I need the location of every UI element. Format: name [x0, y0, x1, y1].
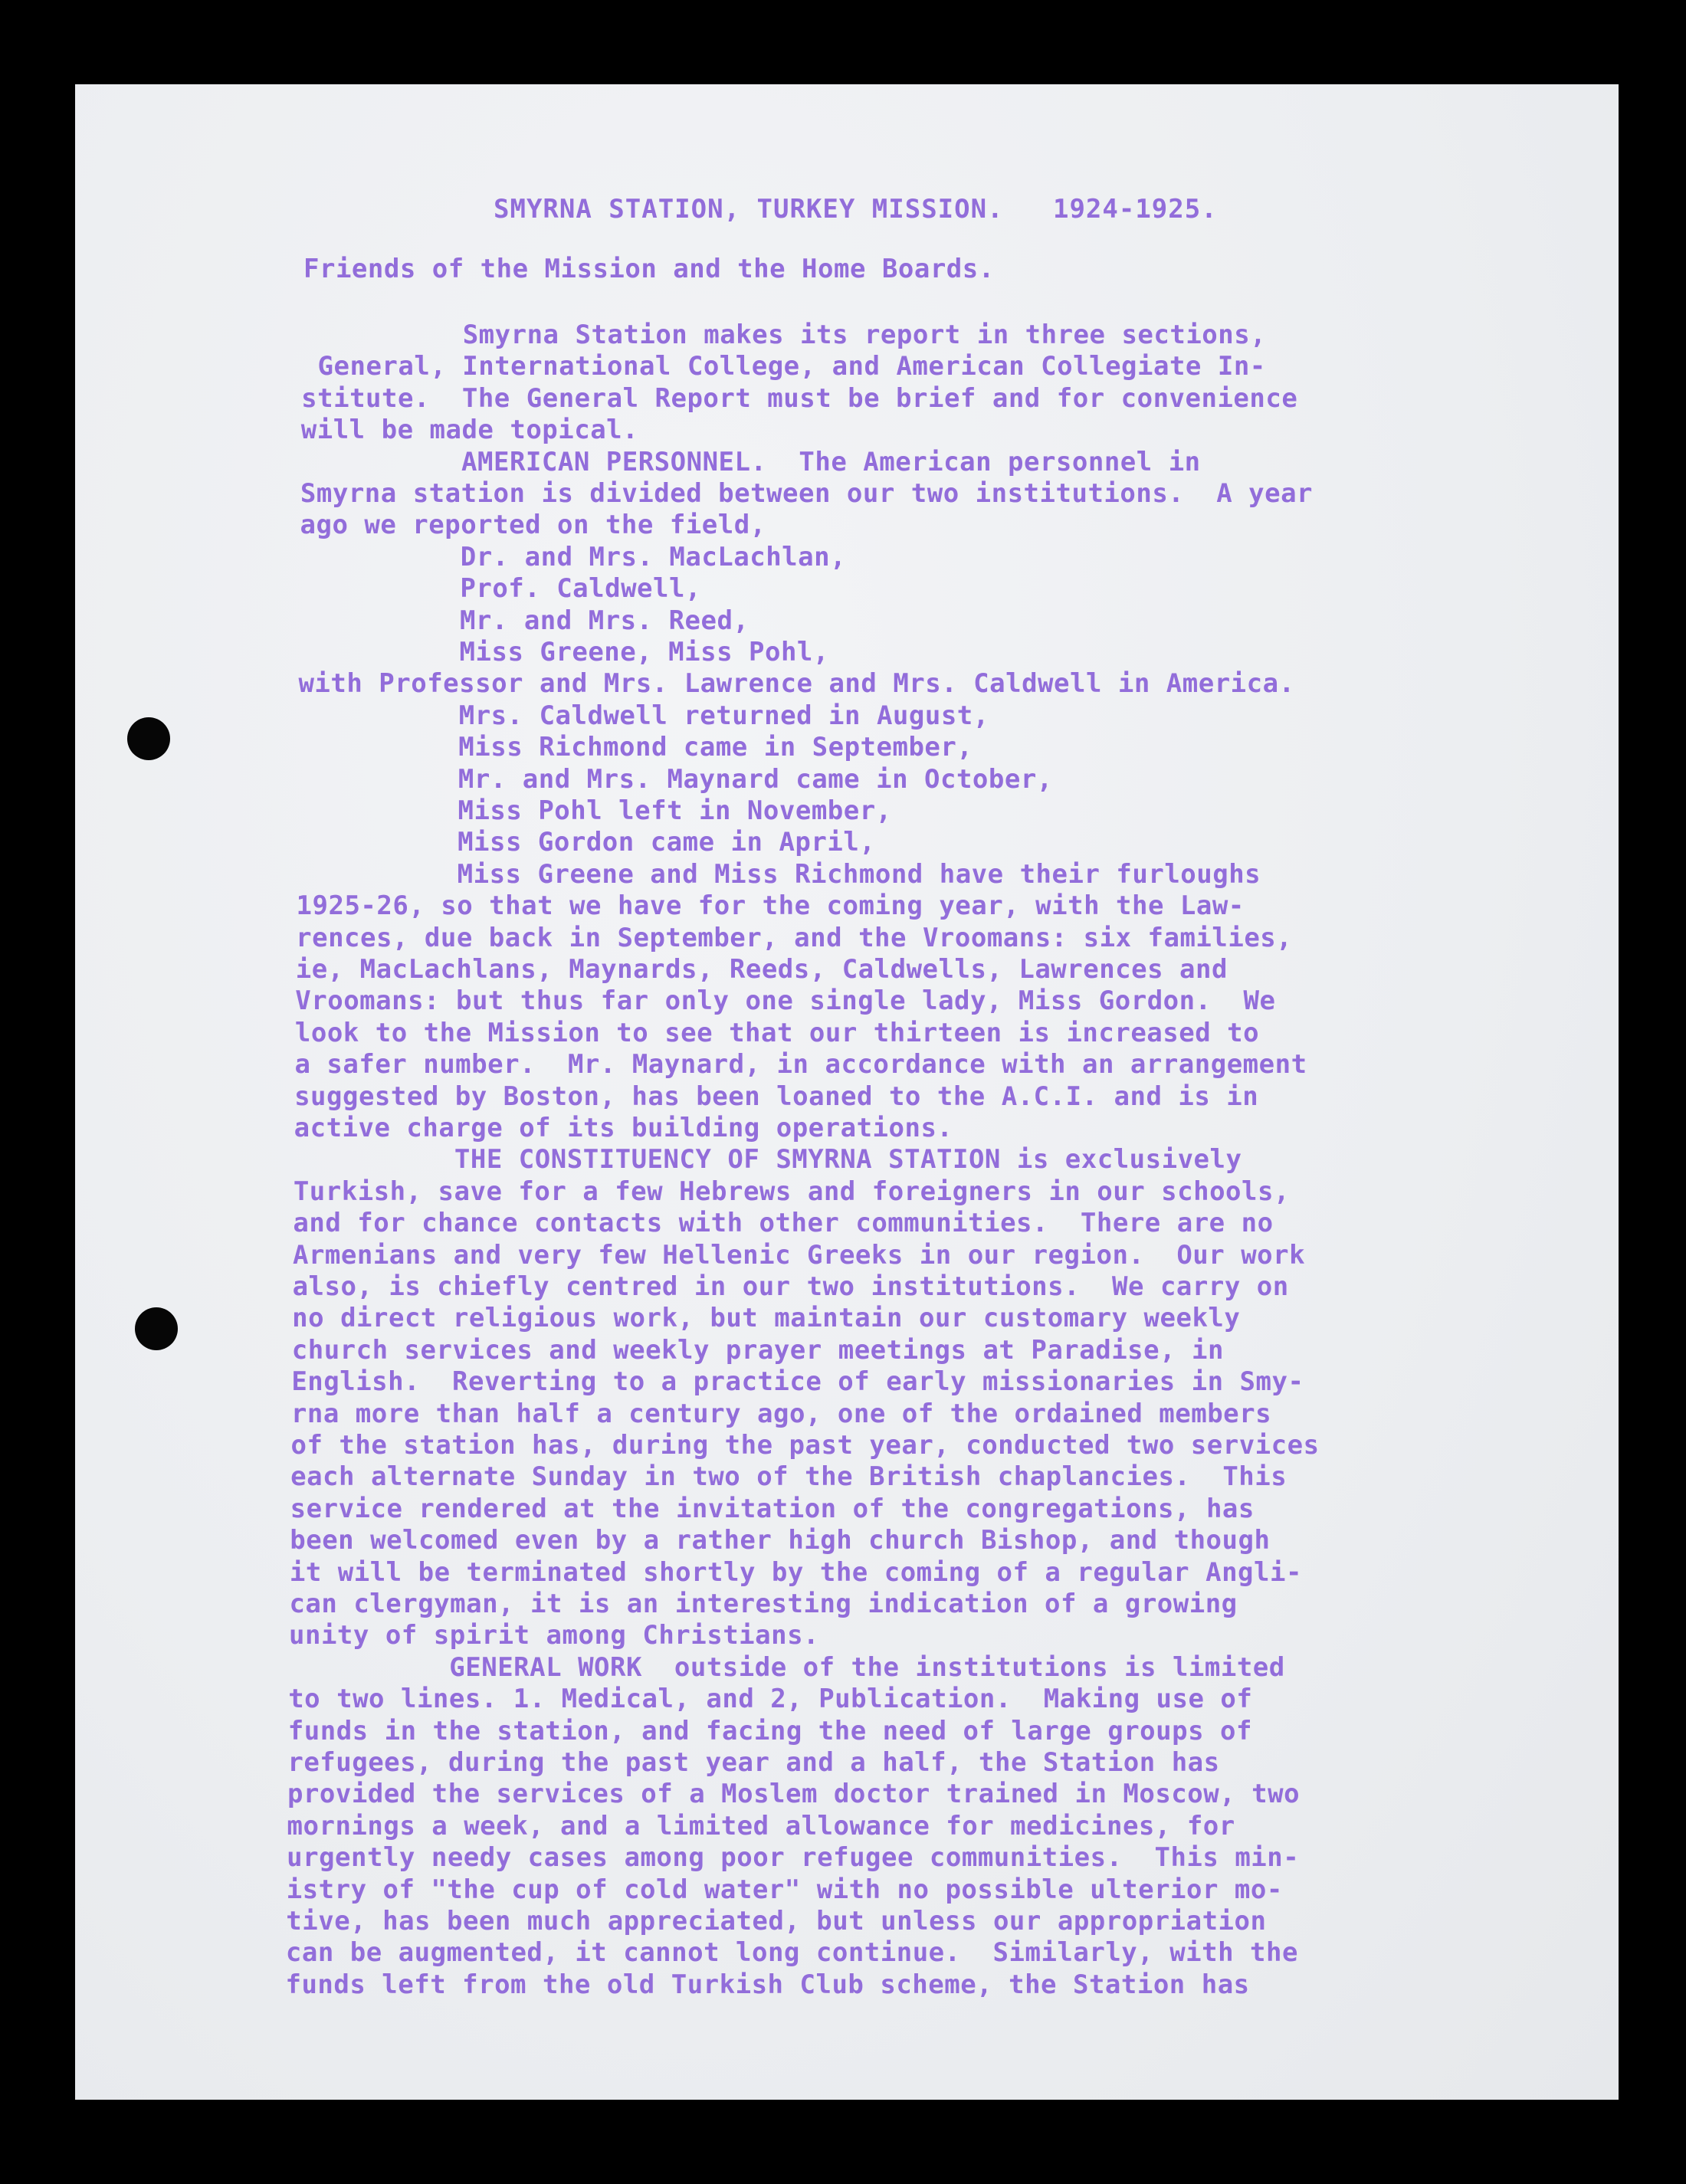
body-line: been welcomed even by a rather high church Bishop, and though — [290, 1525, 1271, 1556]
body-line: English. Reverting to a practice of early missionaries in Smy- — [291, 1366, 1304, 1398]
body-line: funds left from the old Turkish Club scheme, the Station has — [285, 1969, 1250, 2000]
body-line: Turkish, save for a few Hebrews and foreigners in our schools, — [293, 1176, 1290, 1207]
body-line: ie, MacLachlans, Maynards, Reeds, Caldwells, Lawrences and — [295, 954, 1228, 985]
body-line: suggested by Boston, has been loaned to the A.C.I. and is in — [294, 1081, 1259, 1112]
punch-hole-upper — [127, 717, 170, 760]
body-line: Vroomans: but thus far only one single lady, Miss Gordon. We — [295, 985, 1276, 1017]
body-line: will be made topical. — [300, 415, 639, 446]
body-line: Armenians and very few Hellenic Greeks in our region. Our work — [292, 1239, 1306, 1271]
body-line: Mr. and Mrs. Maynard came in October, — [297, 763, 1053, 795]
body-line: Miss Richmond came in September, — [297, 732, 973, 763]
body-line: tive, has been much appreciated, but unless our appropriation — [286, 1906, 1267, 1936]
body-line: mornings a week, and a limited allowance for medicines, for — [287, 1810, 1235, 1841]
body-line: also, is chiefly centred in our two institutions. We carry on — [292, 1271, 1289, 1302]
punch-hole-lower — [135, 1307, 178, 1350]
body-line: with Professor and Mrs. Lawrence and Mrs. Caldwell in America. — [298, 668, 1295, 700]
body-line: to two lines. 1. Medical, and 2, Publication. Making use of — [288, 1684, 1253, 1715]
body-line: stitute. The General Report must be brief and for convenience — [301, 382, 1298, 414]
body-line: each alternate Sunday in two of the British chaplancies. This — [290, 1461, 1287, 1493]
body-line: THE CONSTITUENCY OF SMYRNA STATION is exclusively — [294, 1144, 1242, 1176]
body-line: urgently needy cases among poor refugee communities. This min- — [287, 1842, 1300, 1874]
body-line: a safer number. Mr. Maynard, in accordance with an arrangement — [294, 1049, 1307, 1081]
body-line: GENERAL WORK outside of the institutions is limited — [288, 1651, 1285, 1683]
body-line: Miss Greene and Miss Richmond have their furloughs — [296, 858, 1261, 890]
body-line: rences, due back in September, and the Vroomans: six families, — [296, 922, 1293, 953]
body-line: ago we reported on the field, — [300, 510, 766, 541]
body-line: church services and weekly prayer meetings at Paradise, in — [291, 1334, 1224, 1366]
body-line: service rendered at the invitation of the congregations, has — [290, 1493, 1255, 1524]
body-line: of the station has, during the past year, conducted two services — [290, 1430, 1320, 1461]
body-line: funds in the station, and facing the need of large groups of — [287, 1715, 1252, 1746]
body-line: istry of "the cup of cold water" with no possible ulterior mo- — [286, 1874, 1283, 1905]
body-line: rna more than half a century ago, one of the ordained members — [290, 1398, 1272, 1429]
body-line: can be augmented, it cannot long continue. Similarly, with the — [285, 1937, 1298, 1969]
body-line: and for chance contacts with other communities. There are no — [293, 1208, 1274, 1239]
body-line: Miss Gordon came in April, — [297, 827, 876, 858]
body-line: active charge of its building operations. — [294, 1113, 953, 1143]
body-line: AMERICAN PERSONNEL. The American personnel in — [300, 446, 1201, 477]
salutation: Friends of the Mission and the Home Boards. — [303, 254, 995, 284]
body-line: refugees, during the past year and a half, the Station has — [287, 1747, 1220, 1778]
body-line: Miss Pohl left in November, — [297, 795, 892, 826]
body-line: General, International College, and American Collegiate In- — [301, 351, 1266, 382]
body-line: provided the services of a Moslem doctor trained in Moscow, two — [287, 1779, 1301, 1810]
body-line: no direct religious work, but maintain our customary weekly — [292, 1303, 1241, 1334]
body-line: Mrs. Caldwell returned in August, — [298, 700, 989, 731]
body-line: Mr. and Mrs. Reed, — [299, 605, 750, 636]
body-line: Prof. Caldwell, — [299, 573, 701, 605]
body-line: Dr. and Mrs. MacLachlan, — [300, 541, 847, 572]
body-line: unity of spirit among Christians. — [289, 1620, 820, 1651]
body-line: Miss Greene, Miss Pohl, — [298, 637, 829, 667]
body-line: 1925-26, so that we have for the coming year, with the Law- — [296, 890, 1245, 922]
body-line: Smyrna station is divided between our two institutions. A year — [300, 478, 1314, 509]
body-line: it will be terminated shortly by the coming of a regular Angli- — [289, 1556, 1302, 1588]
body-line: look to the Mission to see that our thirteen is increased to — [294, 1017, 1260, 1048]
body-line: Smyrna Station makes its report in three sections, — [302, 320, 1267, 350]
body-line: can clergyman, it is an interesting indication of a growing — [289, 1589, 1238, 1619]
document-title: SMYRNA STATION, TURKEY MISSION. 1924-1925. — [494, 194, 1218, 225]
